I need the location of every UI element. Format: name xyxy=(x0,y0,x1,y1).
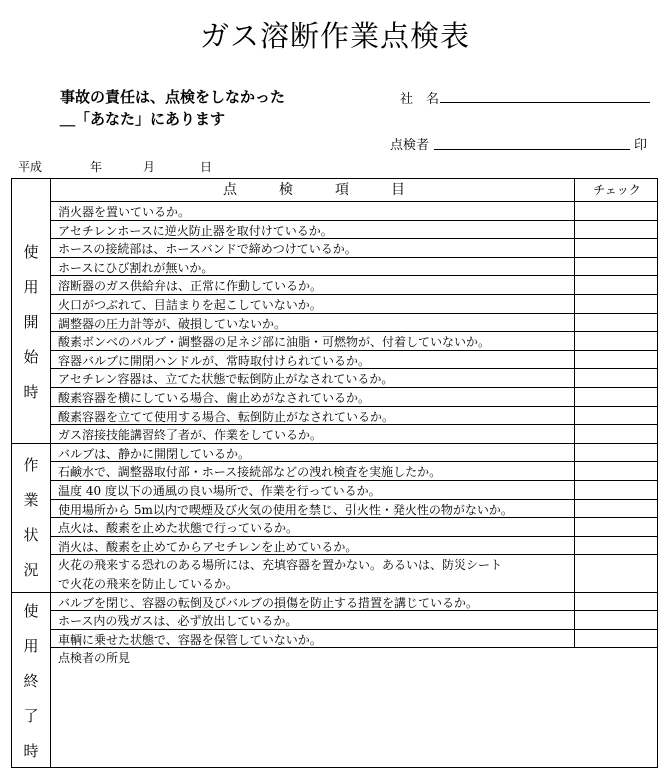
checklist-item: ホースにひび割れが無いか。 xyxy=(58,260,214,275)
month-label: 月 xyxy=(143,160,156,174)
check-cell[interactable] xyxy=(576,387,656,406)
row-divider xyxy=(50,220,658,221)
header-char: 検 xyxy=(279,182,293,198)
checklist-item: アセチレンホースに逆火防止器を取付けているか。 xyxy=(58,223,333,238)
inspector-label: 点検者 xyxy=(390,138,430,153)
row-divider xyxy=(50,499,658,500)
section-label xyxy=(12,592,50,769)
era-label: 平成 xyxy=(18,160,43,174)
checklist-item: 火花の飛来する恐れのある場所には、充填容器を置かない。あるいは、防災シート xyxy=(58,558,503,573)
checklist-item: 点火は、酸素を止めた状態で行っているか。 xyxy=(58,521,299,536)
check-cell[interactable] xyxy=(576,517,656,536)
header-check: チェック xyxy=(593,183,641,197)
header-items xyxy=(52,179,576,201)
section-column-divider xyxy=(50,179,51,767)
check-cell[interactable] xyxy=(576,201,656,220)
seal-label: 印 xyxy=(634,138,648,153)
checklist-item: 調整器の圧力計等が、破損していないか。 xyxy=(58,316,287,331)
row-divider xyxy=(50,275,658,276)
check-cell[interactable] xyxy=(576,554,656,573)
row-divider xyxy=(50,406,658,407)
row-divider xyxy=(50,629,658,630)
check-cell[interactable] xyxy=(576,592,656,611)
warning-line-1: 事故の責任は、点検をしなかった xyxy=(60,88,286,106)
company-label: 社 名 xyxy=(400,92,440,107)
checklist-item: ホースの接続部は、ホースバンドで締めつけているか。 xyxy=(58,242,357,257)
row-divider xyxy=(50,387,658,388)
header-char: 項 xyxy=(335,182,349,198)
check-column-divider xyxy=(574,179,575,647)
check-cell[interactable] xyxy=(576,424,656,443)
section-label-char: 開 xyxy=(23,313,39,332)
row-divider xyxy=(50,331,658,332)
checklist-item: 消火器を置いているか。 xyxy=(58,205,191,219)
row-divider xyxy=(50,257,658,258)
header-divider xyxy=(50,201,658,202)
section-label-char: 況 xyxy=(23,561,39,580)
row-divider xyxy=(50,517,658,518)
section-label-char: 状 xyxy=(23,526,39,545)
section-label-char: 終 xyxy=(23,671,39,690)
section-divider xyxy=(12,443,658,444)
checklist-item: 酸素容器を横にしている場合、歯止めがなされているか。 xyxy=(58,391,371,405)
section-label-char: 使 xyxy=(23,601,39,620)
section-label xyxy=(12,443,50,592)
check-cell[interactable] xyxy=(576,238,656,257)
check-cell[interactable] xyxy=(576,275,656,294)
check-cell[interactable] xyxy=(576,313,656,332)
check-cell[interactable] xyxy=(576,331,656,350)
checklist-item: ホース内の残ガスは、必ず放出しているか。 xyxy=(58,614,298,629)
check-cell[interactable] xyxy=(576,499,656,518)
checklist-item: アセチレン容器は、立てた状態で転倒防止がなされているか。 xyxy=(58,372,394,387)
checklist-item: 車輌に乗せた状態で、容器を保管していないか。 xyxy=(58,632,322,647)
check-cell[interactable] xyxy=(576,350,656,369)
checklist-item: 溶断器のガス供給弁は、正常に作動しているか。 xyxy=(58,279,323,294)
inspector-notes-label: 点検者の所見 xyxy=(58,651,131,666)
section-label xyxy=(12,201,50,443)
row-divider xyxy=(50,554,658,555)
row-divider xyxy=(50,294,658,295)
inspector-underline xyxy=(434,149,630,150)
row-divider xyxy=(50,536,658,537)
check-cell[interactable] xyxy=(576,573,656,592)
section-label-char: 用 xyxy=(23,278,39,297)
section-label-char: 作 xyxy=(23,456,39,475)
row-divider xyxy=(50,610,658,611)
row-divider xyxy=(50,424,658,425)
check-cell[interactable] xyxy=(576,629,656,648)
section-label-char: 始 xyxy=(23,348,39,367)
section-label-char: 了 xyxy=(23,706,39,725)
page-title: ガス溶断作業点検表 xyxy=(199,19,470,53)
company-name-field[interactable] xyxy=(400,88,654,107)
warning-line-2: ＿「あなた」にあります xyxy=(60,110,226,128)
check-cell[interactable] xyxy=(576,536,656,555)
checklist-item: 石鹸水で、調整器取付部・ホース接続部などの洩れ検査を実施したか。 xyxy=(58,465,442,480)
checklist-item: で火花の飛来を防止しているか。 xyxy=(58,577,239,591)
checklist-item: バルブは、静かに開閉しているか。 xyxy=(58,446,251,461)
year-label: 年 xyxy=(90,160,103,174)
checklist-item: 使用場所から 5m以内で喫煙及び火気の使用を禁じ、引火性・発火性の物がないか。 xyxy=(58,502,513,517)
section-label-char: 業 xyxy=(23,491,39,510)
row-divider xyxy=(50,461,658,462)
responsibility-warning xyxy=(60,86,285,130)
section-label-char: 時 xyxy=(23,741,39,760)
section-label-char: 使 xyxy=(23,243,39,262)
inspector-field[interactable] xyxy=(390,134,654,153)
header-char: 目 xyxy=(391,182,405,198)
row-divider xyxy=(50,368,658,369)
checklist-item: 火口がつぶれて、目詰まりを起こしていないか。 xyxy=(58,298,322,312)
row-divider xyxy=(50,647,658,648)
checklist-item: ガス溶接技能講習終了者が、作業をしているか。 xyxy=(58,428,323,443)
check-cell[interactable] xyxy=(576,610,656,629)
section-label-char: 時 xyxy=(23,383,39,402)
check-cell[interactable] xyxy=(576,368,656,387)
checklist-table xyxy=(11,178,658,768)
checklist-item: 容器バルブに開閉ハンドルが、常時取付けられているか。 xyxy=(58,353,371,368)
check-cell[interactable] xyxy=(576,220,656,239)
check-cell[interactable] xyxy=(576,406,656,425)
checklist-item: 消火は、酸素を止めてからアセチレンを止めているか。 xyxy=(58,539,358,554)
row-divider xyxy=(50,480,658,481)
row-divider xyxy=(50,350,658,351)
checklist-item: バルブを閉じ、容器の転倒及びバルブの損傷を防止する措置を講じているか。 xyxy=(58,595,479,610)
check-cell[interactable] xyxy=(576,443,656,462)
check-cell[interactable] xyxy=(576,461,656,480)
header-char: 点 xyxy=(223,182,237,198)
check-cell[interactable] xyxy=(576,480,656,499)
check-cell[interactable] xyxy=(576,294,656,313)
check-cell[interactable] xyxy=(576,257,656,276)
section-label-char: 用 xyxy=(23,636,39,655)
day-label: 日 xyxy=(200,160,213,174)
checklist-item: 酸素容器を立てて使用する場合、転倒防止がなされているか。 xyxy=(58,409,395,424)
section-divider xyxy=(12,592,658,593)
row-divider xyxy=(50,238,658,239)
row-divider xyxy=(50,313,658,314)
checklist-item: 酸素ボンベのバルブ・調整器の足ネジ部に油脂・可燃物が、付着していないか。 xyxy=(58,335,491,350)
company-underline xyxy=(440,102,650,103)
checklist-item: 温度 40 度以下の通風の良い場所で、作業を行っているか。 xyxy=(58,484,381,498)
